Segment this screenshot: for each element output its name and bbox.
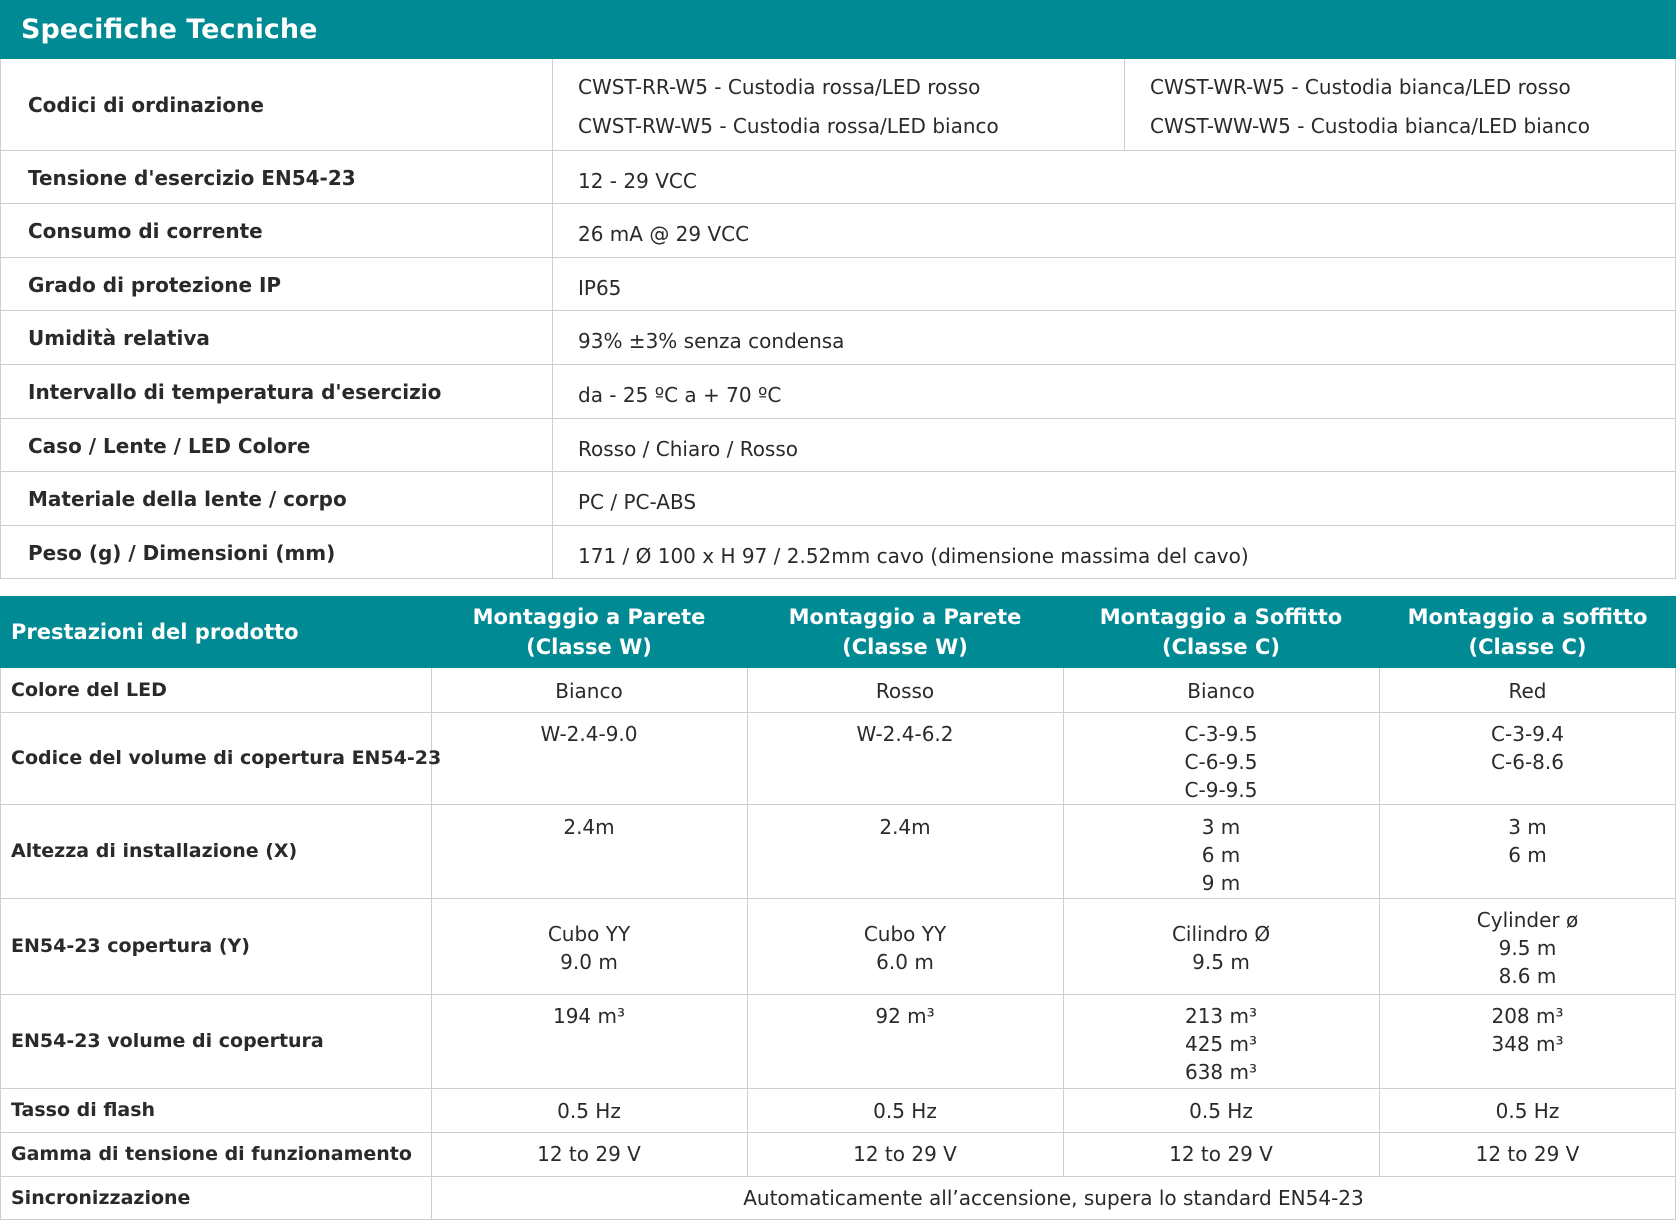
ordering-codes-label: Codici di ordinazione — [28, 93, 264, 117]
spec-label: Consumo di corrente — [28, 219, 263, 243]
spec-value: 12 - 29 VCC — [578, 169, 697, 193]
performance-cell: 2.4m — [563, 815, 615, 839]
performance-row-label: EN54-23 volume di copertura — [11, 1030, 324, 1052]
spec-value: da - 25 ºC a + 70 ºC — [578, 383, 782, 407]
performance-cell: 12 to 29 V — [853, 1142, 957, 1166]
spec-value: IP65 — [578, 276, 622, 300]
performance-cell: 194 m³ — [552, 1004, 626, 1028]
performance-cell: 12 to 29 V — [537, 1142, 641, 1166]
performance-row-label: Tasso di flash — [11, 1099, 156, 1121]
sync-label: Sincronizzazione — [11, 1187, 191, 1209]
performance-cell: C-3-9.5 C-6-9.5 C-9-9.5 — [1184, 722, 1258, 802]
performance-row-label: Colore del LED — [11, 679, 167, 701]
performance-cell: 12 to 29 V — [1169, 1142, 1273, 1166]
ordering-code: CWST-WR-W5 - Custodia bianca/LED rosso — [1150, 75, 1571, 99]
column-header: Montaggio a Parete (Classe W) — [788, 605, 1022, 659]
specs-title: Specifiche Tecniche — [21, 14, 318, 45]
ordering-code: CWST-WW-W5 - Custodia bianca/LED bianco — [1150, 114, 1590, 138]
spec-value: 26 mA @ 29 VCC — [578, 222, 750, 246]
performance-row-label: Gamma di tensione di funzionamento — [11, 1143, 412, 1165]
performance-cell: Cilindro Ø 9.5 m — [1171, 922, 1271, 974]
performance-cell: Cubo YY 9.0 m — [547, 922, 631, 974]
performance-cell: 213 m³ 425 m³ 638 m³ — [1184, 1004, 1258, 1084]
performance-cell: Bianco — [1187, 679, 1255, 703]
performance-cell: 12 to 29 V — [1475, 1142, 1580, 1166]
spec-value: Rosso / Chiaro / Rosso — [578, 437, 798, 461]
performance-cell: Cubo YY 6.0 m — [863, 922, 947, 974]
ordering-code: CWST-RW-W5 - Custodia rossa/LED bianco — [578, 114, 999, 138]
spec-label: Grado di protezione IP — [28, 273, 282, 297]
performance-cell: 3 m 6 m 9 m — [1201, 815, 1241, 895]
performance-cell: C-3-9.4 C-6-8.6 — [1491, 722, 1564, 774]
spec-label: Tensione d'esercizio EN54-23 — [28, 166, 356, 190]
spec-label: Caso / Lente / LED Colore — [28, 434, 311, 458]
performance-row-label: Codice del volume di copertura EN54-23 — [11, 747, 442, 769]
performance-cell: 0.5 Hz — [1189, 1099, 1253, 1123]
performance-cell: 0.5 Hz — [873, 1099, 937, 1123]
performance-cell: 0.5 Hz — [1495, 1099, 1560, 1123]
spec-value: 93% ±3% senza condensa — [578, 329, 845, 353]
ordering-code: CWST-RR-W5 - Custodia rossa/LED rosso — [578, 75, 981, 99]
sync-value: Automaticamente all’accensione, supera lo standard EN54-23 — [743, 1186, 1364, 1210]
performance-cell: 92 m³ — [875, 1004, 935, 1028]
performance-cell: 0.5 Hz — [557, 1099, 621, 1123]
performance-cell: 2.4m — [879, 815, 931, 839]
performance-row-label: Altezza di installazione (X) — [11, 840, 298, 862]
spec-label: Umidità relativa — [28, 326, 210, 350]
column-header: Montaggio a Soffitto (Classe C) — [1099, 605, 1343, 659]
performance-cell: Bianco — [555, 679, 623, 703]
performance-header — [0, 596, 1676, 668]
spec-label: Materiale della lente / corpo — [28, 487, 347, 511]
performance-cell: Cylinder ø 9.5 m 8.6 m — [1476, 908, 1579, 988]
performance-cell: 208 m³ 348 m³ — [1491, 1004, 1564, 1056]
specs-header — [0, 0, 1676, 59]
spec-value: 171 / Ø 100 x H 97 / 2.52mm cavo (dimensione massima del cavo) — [578, 544, 1249, 568]
column-header: Montaggio a Parete (Classe W) — [472, 605, 706, 659]
column-header: Montaggio a soffitto (Classe C) — [1407, 605, 1648, 659]
performance-row-label: EN54-23 copertura (Y) — [11, 935, 250, 957]
spec-label: Peso (g) / Dimensioni (mm) — [28, 541, 336, 565]
performance-cell: 3 m 6 m — [1508, 815, 1547, 867]
performance-cell: Red — [1508, 679, 1547, 703]
performance-title: Prestazioni del prodotto — [11, 620, 299, 644]
spec-label: Intervallo di temperatura d'esercizio — [28, 380, 442, 404]
spec-value: PC / PC-ABS — [578, 490, 697, 514]
performance-cell: Rosso — [875, 679, 935, 703]
performance-cell: W-2.4-9.0 — [540, 722, 638, 746]
performance-cell: W-2.4-6.2 — [856, 722, 954, 746]
